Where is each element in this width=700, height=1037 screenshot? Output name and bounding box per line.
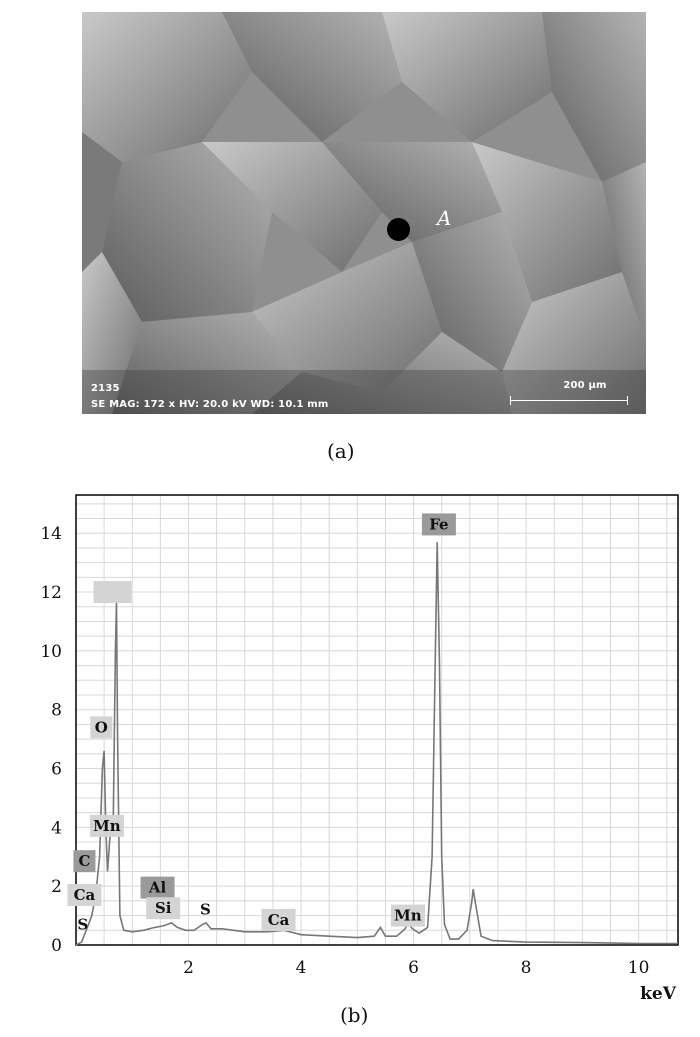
peak-label — [200, 901, 211, 919]
peak-label-text: C — [78, 852, 91, 871]
x-axis-ticks — [183, 958, 649, 978]
x-tick-label: 6 — [408, 958, 419, 978]
peak-label — [422, 513, 456, 535]
peak-label-text: Ca — [267, 911, 290, 929]
peak-label — [67, 884, 101, 906]
peak-label — [262, 909, 296, 931]
peak-label-text: Al — [148, 878, 167, 897]
peak-labels — [67, 513, 455, 933]
y-tick-label: 10 — [40, 641, 62, 662]
peak-label-box — [94, 581, 132, 603]
peak-label — [90, 716, 112, 738]
peak-label-text: Mn — [394, 906, 422, 925]
peak-label-text: Ca — [73, 886, 96, 904]
peak-label — [94, 581, 132, 603]
imaging-parameters: SE MAG: 172 x HV: 20.0 kV WD: 10.1 mm — [91, 399, 329, 410]
peak-label — [391, 905, 425, 927]
peak-label — [90, 815, 124, 837]
peak-label — [141, 877, 175, 899]
peak-label-text: O — [94, 718, 108, 737]
y-tick-label: 6 — [51, 759, 62, 780]
y-tick-label: 0 — [51, 936, 62, 956]
peak-label-text: Si — [154, 899, 172, 918]
y-tick-label: 12 — [40, 583, 62, 604]
y-tick-label: 8 — [51, 700, 62, 721]
x-tick-label: 2 — [183, 958, 194, 978]
y-tick-label: 2 — [51, 877, 62, 898]
peak-label-text: S — [199, 900, 211, 919]
sem-micrograph — [82, 12, 646, 414]
eds-spectrum-chart — [0, 485, 700, 1005]
y-tick-label: 14 — [40, 524, 62, 545]
caption-b: (b) — [340, 1003, 369, 1027]
x-tick-label: 4 — [295, 958, 307, 978]
peak-label-text: Fe — [429, 515, 449, 534]
x-axis-label: keV — [640, 984, 676, 1004]
peak-label — [77, 915, 88, 933]
sample-id: 2135 — [91, 383, 120, 394]
peak-label-text: Mn — [93, 816, 121, 835]
peak-label — [146, 897, 180, 919]
caption-a: (a) — [327, 439, 355, 463]
peak-label-text: S — [77, 915, 89, 934]
y-axis-ticks — [40, 524, 62, 956]
point-a-marker — [387, 218, 410, 241]
x-tick-label: 10 — [627, 958, 650, 978]
peak-label — [73, 850, 95, 872]
sem-texture — [82, 12, 646, 414]
y-tick-label: 4 — [51, 818, 62, 839]
point-a-label: A — [437, 206, 452, 230]
scale-bar — [510, 400, 628, 401]
scale-bar-label: 200 μm — [563, 380, 607, 391]
x-tick-label: 8 — [520, 958, 532, 978]
